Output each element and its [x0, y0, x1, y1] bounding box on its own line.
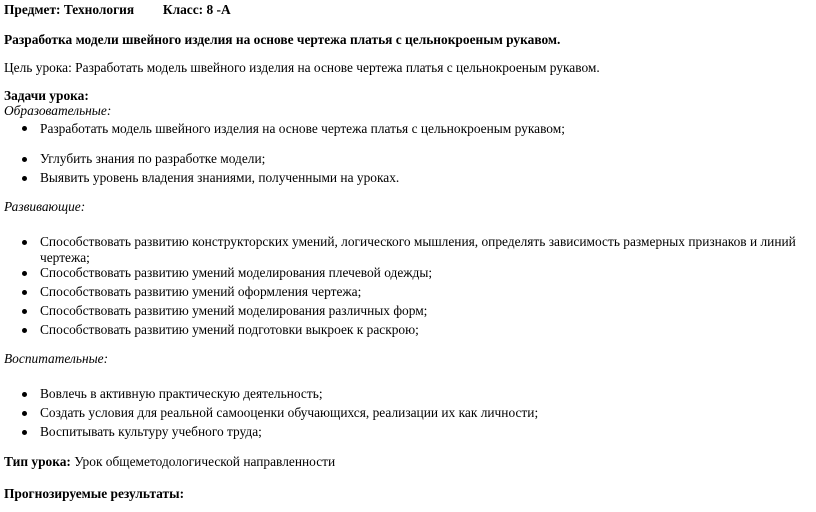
- bullet-icon: [22, 176, 27, 181]
- lesson-title: Разработка модели швейного изделия на основе чертежа платья с цельнокроеным рукавом.: [4, 32, 561, 47]
- bullet-icon: [22, 328, 27, 333]
- developing-heading: Развивающие:: [4, 199, 86, 214]
- bullet-icon: [22, 290, 27, 295]
- bullet-icon: [22, 240, 27, 245]
- tasks-heading: Задачи урока:: [4, 88, 89, 103]
- list-item-text: Способствовать развитию конструкторских умений, логического мышления, определять зависимость размерных признаков и линий чертежа;: [40, 234, 796, 265]
- lesson-type-label: Тип урока:: [4, 454, 71, 469]
- list-item-text: Способствовать развитию умений моделирования плечевой одежды;: [40, 265, 433, 280]
- list-item-text: Способствовать развитию умений моделирования различных форм;: [40, 303, 428, 318]
- list-item-text: Разработать модель швейного изделия на основе чертежа платья с цельнокроеным рукавом;: [40, 121, 565, 136]
- bullet-icon: [22, 309, 27, 314]
- goal-label: Цель урока:: [4, 60, 72, 75]
- lesson-type-value: Урок общеметодологической направленности: [74, 454, 336, 469]
- bullet-icon: [22, 157, 27, 162]
- upbringing-heading: Воспитательные:: [4, 351, 109, 366]
- subject-label: Предмет: Технология: [4, 2, 135, 17]
- class-label: Класс: 8 -А: [162, 2, 231, 17]
- list-item-text: Создать условия для реальной самооценки обучающихся, реализации их как личности;: [40, 405, 539, 420]
- bullet-icon: [22, 392, 27, 397]
- lesson-goal: [4, 60, 600, 76]
- list-item-text: Способствовать развитию умений подготовки выкроек к раскрою;: [40, 322, 419, 337]
- list-item-text: Способствовать развитию умений оформления чертежа;: [40, 284, 362, 299]
- list-item-text: Воспитывать культуру учебного труда;: [40, 424, 262, 439]
- bullet-icon: [22, 430, 27, 435]
- header-line: [4, 2, 231, 18]
- educational-heading: Образовательные:: [4, 103, 112, 118]
- bullet-icon: [22, 271, 27, 276]
- expected-results-heading: Прогнозируемые результаты:: [4, 486, 185, 501]
- goal-text: Разработать модель швейного изделия на основе чертежа платья с цельнокроеным рукавом.: [75, 60, 600, 75]
- list-item-text: Вовлечь в активную практическую деятельность;: [40, 386, 323, 401]
- list-item-text: Выявить уровень владения знаниями, полученными на уроках.: [40, 170, 400, 185]
- list-item-text: Углубить знания по разработке модели;: [40, 151, 266, 166]
- bullet-icon: [22, 411, 27, 416]
- lesson-type: [4, 454, 335, 470]
- bullet-icon: [22, 126, 27, 131]
